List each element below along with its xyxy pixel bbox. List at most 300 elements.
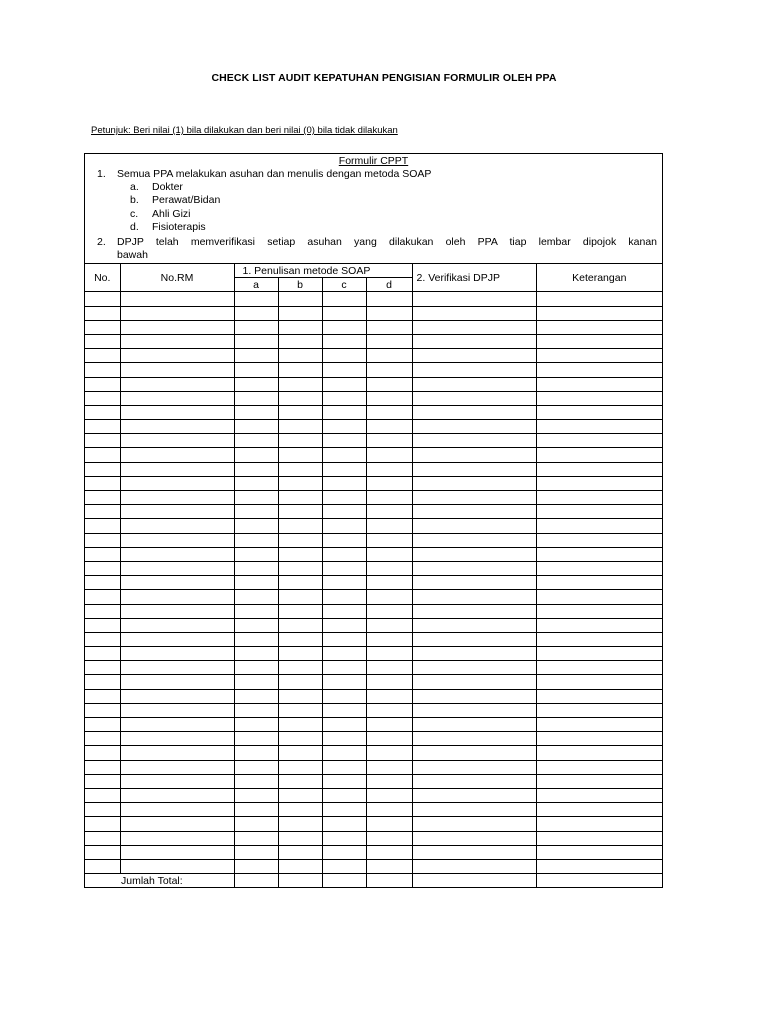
table-cell[interactable] (536, 292, 662, 306)
table-cell[interactable] (366, 491, 412, 505)
table-cell[interactable] (322, 675, 366, 689)
total-cell[interactable] (412, 874, 536, 888)
table-cell[interactable] (322, 788, 366, 802)
table-cell[interactable] (120, 363, 234, 377)
table-cell[interactable] (412, 462, 536, 476)
table-cell[interactable] (366, 349, 412, 363)
table-cell[interactable] (85, 788, 120, 802)
table-cell[interactable] (120, 788, 234, 802)
table-cell[interactable] (412, 859, 536, 873)
table-cell[interactable] (366, 661, 412, 675)
table-cell[interactable] (120, 760, 234, 774)
table-cell[interactable] (322, 845, 366, 859)
table-cell[interactable] (412, 803, 536, 817)
table-cell[interactable] (536, 718, 662, 732)
table-cell[interactable] (412, 647, 536, 661)
table-cell[interactable] (234, 845, 278, 859)
table-cell[interactable] (536, 788, 662, 802)
table-cell[interactable] (120, 519, 234, 533)
table-cell[interactable] (278, 363, 322, 377)
table-cell[interactable] (366, 363, 412, 377)
table-cell[interactable] (120, 774, 234, 788)
table-cell[interactable] (536, 349, 662, 363)
table-cell[interactable] (412, 476, 536, 490)
table-cell[interactable] (85, 448, 120, 462)
table-cell[interactable] (85, 391, 120, 405)
table-cell[interactable] (278, 788, 322, 802)
table-cell[interactable] (536, 831, 662, 845)
table-cell[interactable] (366, 462, 412, 476)
table-cell[interactable] (412, 334, 536, 348)
table-cell[interactable] (120, 491, 234, 505)
table-cell[interactable] (366, 434, 412, 448)
table-cell[interactable] (366, 774, 412, 788)
table-cell[interactable] (366, 803, 412, 817)
table-cell[interactable] (85, 632, 120, 646)
table-cell[interactable] (322, 476, 366, 490)
table-cell[interactable] (322, 306, 366, 320)
table-cell[interactable] (366, 718, 412, 732)
table-cell[interactable] (234, 349, 278, 363)
table-cell[interactable] (536, 732, 662, 746)
table-cell[interactable] (278, 817, 322, 831)
table-cell[interactable] (120, 505, 234, 519)
table-cell[interactable] (366, 320, 412, 334)
table-cell[interactable] (412, 292, 536, 306)
table-cell[interactable] (322, 391, 366, 405)
table-cell[interactable] (412, 689, 536, 703)
table-cell[interactable] (412, 632, 536, 646)
table-cell[interactable] (322, 448, 366, 462)
table-cell[interactable] (366, 732, 412, 746)
table-cell[interactable] (234, 788, 278, 802)
table-cell[interactable] (278, 434, 322, 448)
table-cell[interactable] (278, 547, 322, 561)
table-cell[interactable] (234, 760, 278, 774)
table-cell[interactable] (366, 576, 412, 590)
table-cell[interactable] (120, 547, 234, 561)
table-cell[interactable] (322, 377, 366, 391)
table-cell[interactable] (278, 377, 322, 391)
table-cell[interactable] (536, 760, 662, 774)
table-cell[interactable] (120, 831, 234, 845)
table-cell[interactable] (366, 590, 412, 604)
table-cell[interactable] (85, 845, 120, 859)
table-cell[interactable] (536, 561, 662, 575)
table-cell[interactable] (536, 817, 662, 831)
table-cell[interactable] (412, 505, 536, 519)
table-cell[interactable] (536, 675, 662, 689)
table-cell[interactable] (278, 703, 322, 717)
table-cell[interactable] (85, 561, 120, 575)
table-cell[interactable] (366, 760, 412, 774)
table-cell[interactable] (120, 632, 234, 646)
table-cell[interactable] (536, 462, 662, 476)
table-cell[interactable] (234, 590, 278, 604)
table-cell[interactable] (366, 618, 412, 632)
table-cell[interactable] (412, 604, 536, 618)
total-cell[interactable] (536, 874, 662, 888)
table-cell[interactable] (85, 661, 120, 675)
table-cell[interactable] (278, 590, 322, 604)
table-cell[interactable] (85, 533, 120, 547)
table-cell[interactable] (278, 476, 322, 490)
table-cell[interactable] (120, 718, 234, 732)
table-cell[interactable] (234, 434, 278, 448)
table-cell[interactable] (366, 391, 412, 405)
table-cell[interactable] (278, 519, 322, 533)
table-cell[interactable] (412, 760, 536, 774)
table-cell[interactable] (120, 391, 234, 405)
table-cell[interactable] (234, 817, 278, 831)
table-cell[interactable] (412, 718, 536, 732)
table-cell[interactable] (412, 491, 536, 505)
table-cell[interactable] (85, 405, 120, 419)
table-cell[interactable] (412, 590, 536, 604)
table-cell[interactable] (536, 476, 662, 490)
table-cell[interactable] (366, 476, 412, 490)
table-cell[interactable] (278, 391, 322, 405)
table-cell[interactable] (536, 420, 662, 434)
table-cell[interactable] (85, 519, 120, 533)
table-cell[interactable] (322, 732, 366, 746)
table-cell[interactable] (536, 505, 662, 519)
table-cell[interactable] (366, 292, 412, 306)
table-cell[interactable] (278, 675, 322, 689)
table-cell[interactable] (278, 448, 322, 462)
table-cell[interactable] (366, 604, 412, 618)
table-cell[interactable] (366, 377, 412, 391)
total-cell[interactable] (234, 874, 278, 888)
table-cell[interactable] (322, 491, 366, 505)
total-cell[interactable] (278, 874, 322, 888)
table-cell[interactable] (322, 760, 366, 774)
table-cell[interactable] (536, 604, 662, 618)
table-cell[interactable] (234, 618, 278, 632)
table-cell[interactable] (366, 547, 412, 561)
table-cell[interactable] (536, 859, 662, 873)
table-cell[interactable] (234, 718, 278, 732)
table-cell[interactable] (412, 845, 536, 859)
table-cell[interactable] (278, 533, 322, 547)
table-cell[interactable] (234, 320, 278, 334)
table-cell[interactable] (322, 803, 366, 817)
table-cell[interactable] (412, 732, 536, 746)
table-cell[interactable] (322, 831, 366, 845)
table-cell[interactable] (85, 462, 120, 476)
table-cell[interactable] (536, 803, 662, 817)
table-cell[interactable] (536, 363, 662, 377)
table-cell[interactable] (536, 576, 662, 590)
table-cell[interactable] (85, 746, 120, 760)
table-cell[interactable] (322, 774, 366, 788)
table-cell[interactable] (85, 689, 120, 703)
table-cell[interactable] (322, 647, 366, 661)
table-cell[interactable] (412, 377, 536, 391)
table-cell[interactable] (536, 590, 662, 604)
table-cell[interactable] (412, 434, 536, 448)
table-cell[interactable] (278, 334, 322, 348)
table-cell[interactable] (366, 831, 412, 845)
table-cell[interactable] (85, 618, 120, 632)
table-cell[interactable] (322, 405, 366, 419)
table-cell[interactable] (234, 604, 278, 618)
table-cell[interactable] (278, 462, 322, 476)
table-cell[interactable] (234, 859, 278, 873)
table-cell[interactable] (278, 576, 322, 590)
total-cell[interactable] (322, 874, 366, 888)
table-cell[interactable] (85, 491, 120, 505)
table-cell[interactable] (234, 661, 278, 675)
table-cell[interactable] (278, 320, 322, 334)
table-cell[interactable] (412, 533, 536, 547)
table-cell[interactable] (234, 746, 278, 760)
table-cell[interactable] (366, 817, 412, 831)
table-cell[interactable] (412, 703, 536, 717)
table-cell[interactable] (120, 476, 234, 490)
table-cell[interactable] (366, 746, 412, 760)
table-cell[interactable] (322, 661, 366, 675)
table-cell[interactable] (322, 604, 366, 618)
table-cell[interactable] (322, 505, 366, 519)
table-cell[interactable] (85, 647, 120, 661)
table-cell[interactable] (536, 306, 662, 320)
table-cell[interactable] (234, 533, 278, 547)
table-cell[interactable] (120, 689, 234, 703)
table-cell[interactable] (322, 718, 366, 732)
table-cell[interactable] (85, 675, 120, 689)
table-cell[interactable] (366, 561, 412, 575)
table-cell[interactable] (366, 405, 412, 419)
table-cell[interactable] (234, 547, 278, 561)
table-cell[interactable] (85, 718, 120, 732)
table-cell[interactable] (412, 576, 536, 590)
table-cell[interactable] (234, 405, 278, 419)
table-cell[interactable] (234, 675, 278, 689)
table-cell[interactable] (120, 349, 234, 363)
table-cell[interactable] (120, 732, 234, 746)
table-cell[interactable] (85, 363, 120, 377)
table-cell[interactable] (234, 774, 278, 788)
table-cell[interactable] (536, 320, 662, 334)
table-cell[interactable] (120, 377, 234, 391)
table-cell[interactable] (322, 547, 366, 561)
total-cell[interactable] (366, 874, 412, 888)
table-cell[interactable] (85, 732, 120, 746)
table-cell[interactable] (278, 420, 322, 434)
table-cell[interactable] (322, 576, 366, 590)
table-cell[interactable] (278, 491, 322, 505)
table-cell[interactable] (322, 561, 366, 575)
table-cell[interactable] (85, 859, 120, 873)
table-cell[interactable] (120, 845, 234, 859)
table-cell[interactable] (120, 462, 234, 476)
table-cell[interactable] (234, 476, 278, 490)
table-cell[interactable] (278, 831, 322, 845)
table-cell[interactable] (278, 292, 322, 306)
table-cell[interactable] (85, 576, 120, 590)
table-cell[interactable] (412, 349, 536, 363)
table-cell[interactable] (234, 576, 278, 590)
table-cell[interactable] (234, 491, 278, 505)
table-cell[interactable] (322, 817, 366, 831)
table-cell[interactable] (322, 363, 366, 377)
table-cell[interactable] (536, 632, 662, 646)
table-cell[interactable] (322, 689, 366, 703)
table-cell[interactable] (85, 306, 120, 320)
table-cell[interactable] (412, 547, 536, 561)
table-cell[interactable] (366, 675, 412, 689)
table-cell[interactable] (412, 661, 536, 675)
table-cell[interactable] (120, 292, 234, 306)
table-cell[interactable] (120, 306, 234, 320)
table-cell[interactable] (234, 561, 278, 575)
table-cell[interactable] (234, 420, 278, 434)
table-cell[interactable] (536, 661, 662, 675)
table-cell[interactable] (85, 377, 120, 391)
table-cell[interactable] (120, 434, 234, 448)
table-cell[interactable] (536, 746, 662, 760)
table-cell[interactable] (278, 561, 322, 575)
table-cell[interactable] (366, 533, 412, 547)
table-cell[interactable] (278, 618, 322, 632)
table-cell[interactable] (412, 405, 536, 419)
table-cell[interactable] (278, 746, 322, 760)
table-cell[interactable] (322, 462, 366, 476)
table-cell[interactable] (412, 675, 536, 689)
table-cell[interactable] (120, 561, 234, 575)
table-cell[interactable] (412, 561, 536, 575)
table-cell[interactable] (120, 334, 234, 348)
table-cell[interactable] (366, 703, 412, 717)
table-cell[interactable] (536, 547, 662, 561)
table-cell[interactable] (278, 732, 322, 746)
table-cell[interactable] (234, 334, 278, 348)
table-cell[interactable] (412, 788, 536, 802)
table-cell[interactable] (120, 803, 234, 817)
table-cell[interactable] (85, 817, 120, 831)
table-cell[interactable] (536, 774, 662, 788)
table-cell[interactable] (278, 349, 322, 363)
table-cell[interactable] (120, 448, 234, 462)
table-cell[interactable] (536, 334, 662, 348)
table-cell[interactable] (322, 334, 366, 348)
table-cell[interactable] (120, 420, 234, 434)
table-cell[interactable] (278, 505, 322, 519)
table-cell[interactable] (234, 703, 278, 717)
table-cell[interactable] (366, 519, 412, 533)
table-cell[interactable] (412, 817, 536, 831)
table-cell[interactable] (278, 718, 322, 732)
table-cell[interactable] (234, 292, 278, 306)
table-cell[interactable] (278, 604, 322, 618)
table-cell[interactable] (412, 420, 536, 434)
table-cell[interactable] (120, 618, 234, 632)
table-cell[interactable] (322, 434, 366, 448)
table-cell[interactable] (85, 703, 120, 717)
table-cell[interactable] (412, 363, 536, 377)
table-cell[interactable] (120, 533, 234, 547)
table-cell[interactable] (278, 306, 322, 320)
table-cell[interactable] (366, 505, 412, 519)
table-cell[interactable] (322, 420, 366, 434)
table-cell[interactable] (234, 732, 278, 746)
table-cell[interactable] (120, 604, 234, 618)
table-cell[interactable] (366, 448, 412, 462)
table-cell[interactable] (85, 803, 120, 817)
table-cell[interactable] (366, 689, 412, 703)
table-cell[interactable] (412, 448, 536, 462)
table-cell[interactable] (278, 405, 322, 419)
table-cell[interactable] (120, 703, 234, 717)
table-cell[interactable] (322, 859, 366, 873)
table-cell[interactable] (120, 647, 234, 661)
table-cell[interactable] (536, 391, 662, 405)
table-cell[interactable] (278, 632, 322, 646)
table-cell[interactable] (234, 632, 278, 646)
table-cell[interactable] (322, 703, 366, 717)
table-cell[interactable] (120, 405, 234, 419)
table-cell[interactable] (366, 632, 412, 646)
table-cell[interactable] (85, 476, 120, 490)
table-cell[interactable] (366, 859, 412, 873)
table-cell[interactable] (412, 774, 536, 788)
table-cell[interactable] (366, 420, 412, 434)
table-cell[interactable] (366, 845, 412, 859)
table-cell[interactable] (278, 845, 322, 859)
table-cell[interactable] (85, 334, 120, 348)
table-cell[interactable] (120, 746, 234, 760)
table-cell[interactable] (366, 334, 412, 348)
table-cell[interactable] (536, 845, 662, 859)
table-cell[interactable] (412, 306, 536, 320)
table-cell[interactable] (85, 547, 120, 561)
table-cell[interactable] (85, 505, 120, 519)
table-cell[interactable] (85, 774, 120, 788)
table-cell[interactable] (234, 377, 278, 391)
table-cell[interactable] (278, 803, 322, 817)
table-cell[interactable] (120, 817, 234, 831)
table-cell[interactable] (234, 647, 278, 661)
table-cell[interactable] (234, 306, 278, 320)
table-cell[interactable] (278, 774, 322, 788)
table-cell[interactable] (234, 391, 278, 405)
table-cell[interactable] (278, 760, 322, 774)
table-cell[interactable] (536, 377, 662, 391)
table-cell[interactable] (85, 434, 120, 448)
table-cell[interactable] (536, 491, 662, 505)
table-cell[interactable] (278, 859, 322, 873)
table-cell[interactable] (322, 746, 366, 760)
table-cell[interactable] (412, 391, 536, 405)
table-cell[interactable] (85, 604, 120, 618)
table-cell[interactable] (234, 803, 278, 817)
table-cell[interactable] (120, 675, 234, 689)
table-cell[interactable] (234, 462, 278, 476)
table-cell[interactable] (322, 590, 366, 604)
table-cell[interactable] (536, 519, 662, 533)
table-cell[interactable] (85, 760, 120, 774)
table-cell[interactable] (322, 292, 366, 306)
table-cell[interactable] (412, 320, 536, 334)
table-cell[interactable] (536, 405, 662, 419)
table-cell[interactable] (234, 689, 278, 703)
table-cell[interactable] (278, 661, 322, 675)
table-cell[interactable] (536, 448, 662, 462)
table-cell[interactable] (322, 320, 366, 334)
table-cell[interactable] (234, 448, 278, 462)
table-cell[interactable] (412, 831, 536, 845)
